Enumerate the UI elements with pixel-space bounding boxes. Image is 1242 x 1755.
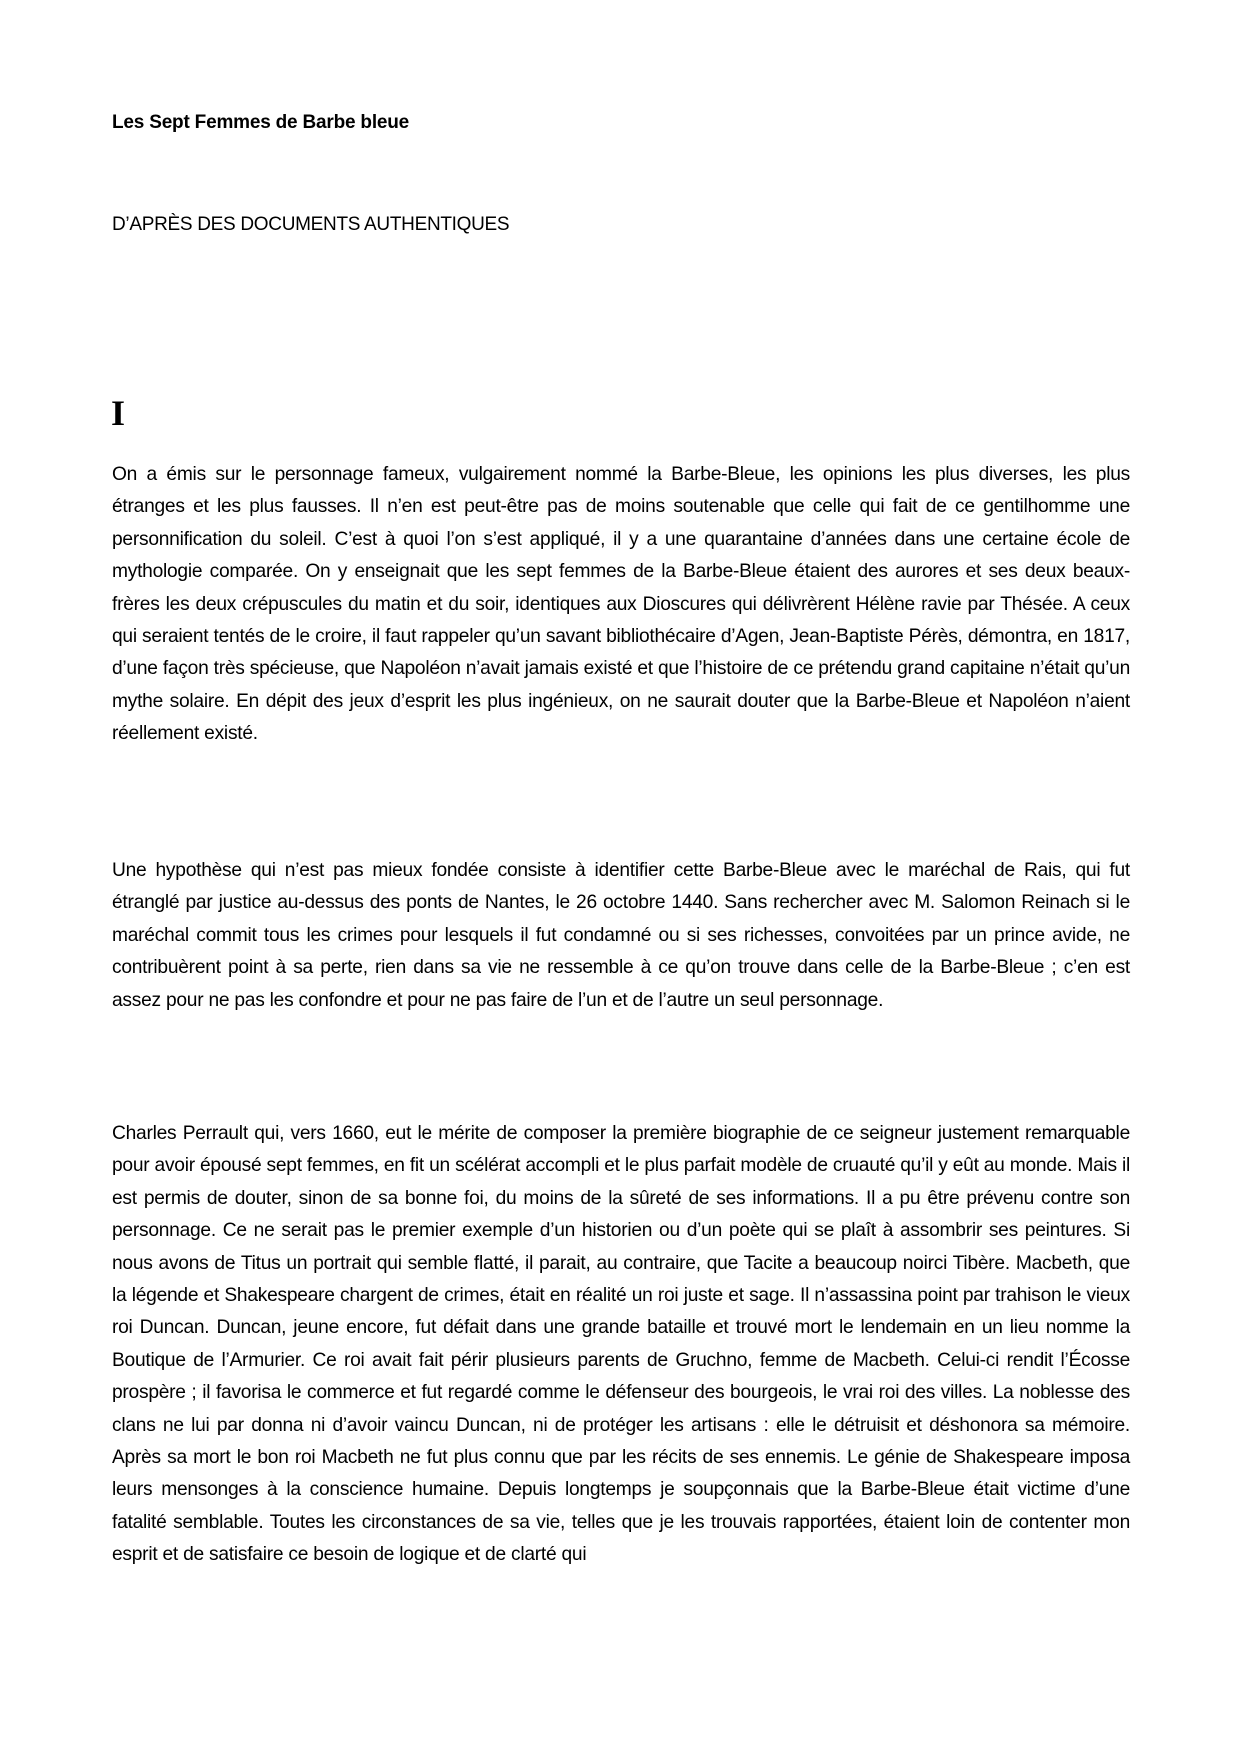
paragraph-1: On a émis sur le personnage fameux, vulgairement nommé la Barbe-Bleue, les opinions les plus diverses, les plus étranges et les plus fausses. Il n’en est peut-être pas de moins soutenable que celle qui fait de ce gentilhomme une personnification du soleil. C’est à quoi l’on s’est appliqué, il y a une quarantaine d’années dans une certaine école de mythologie comparée. On y enseignait que les sept femmes de la Barbe-Bleue étaient des aurores et ses deux beaux-frères les deux crépuscules du matin et du soir, identiques aux Dioscures qui délivrèrent Hélène ravie par Thésée. A ceux qui seraient tentés de le croire, il faut rappeler qu’un savant bibliothécaire d’Agen, Jean-Baptiste Pérès, démontra, en 1817, d’une façon très spécieuse, que Napoléon n’avait jamais existé et que l’histoire de ce prétendu grand capitaine n’était qu’un mythe solaire. En dépit des jeux d’esprit les plus ingénieux, on ne saurait douter que la Barbe-Bleue et Napoléon n’aient réellement existé. bbox=[112, 464, 1130, 745]
chapter-heading: I bbox=[111, 393, 126, 433]
document-subtitle: D’APRÈS DES DOCUMENTS AUTHENTIQUES bbox=[112, 214, 510, 235]
paragraph-2: Une hypothèse qui n’est pas mieux fondée consiste à identifier cette Barbe-Bleue avec le maréchal de Rais, qui fut étranglé par justice au-dessus des ponts de Nantes, le 26 octobre 1440. Sans rechercher avec M. Salomon Reinach si le maréchal commit tous les crimes pour lesquels il fut condamné ou si ses richesses, convoitées par un prince avide, ne contribuèrent point à sa perte, rien dans sa vie ne ressemble à ce qu’on trouve dans celle de la Barbe-Bleue ; c’en est assez pour ne pas les confondre et pour ne pas faire de l’un et de l’autre un seul personnage. bbox=[112, 860, 1130, 1011]
document-title: Les Sept Femmes de Barbe bleue bbox=[112, 112, 410, 133]
paragraph-3: Charles Perrault qui, vers 1660, eut le mérite de composer la première biographie de ce seigneur justement remarquable pour avoir épousé sept femmes, en fit un scélérat accompli et le plus parfait modèle de cruauté qu’il y eût au monde. Mais il est permis de douter, sinon de sa bonne foi, du moins de la sûreté de ses informations. Il a pu être prévenu contre son personnage. Ce ne serait pas le premier exemple d’un historien ou d’un poète qui se plaît à assombrir ses peintures. Si nous avons de Titus un portrait qui semble flatté, il parait, au contraire, que Tacite a beaucoup noirci Tibère. Macbeth, que la légende et Shakespeare chargent de crimes, était en réalité un roi juste et sage. Il n’assassina point par trahison le vieux roi Duncan. Duncan, jeune encore, fut défait dans une grande bataille et trouvé mort le lendemain en un lieu nomme la Boutique de l’Armurier. Ce roi avait fait périr plusieurs parents de Gruchno, femme de Macbeth. Celui-ci rendit l’Écosse prospère ; il favorisa le commerce et fut regardé comme le défenseur des bourgeois, le vrai roi des villes. La noblesse des clans ne lui par donna ni d’avoir vaincu Duncan, ni de protéger les artisans : elle le détruisit et déshonora sa mémoire. Après sa mort le bon roi Macbeth ne fut plus connu que par les récits de ses ennemis. Le génie de Shakespeare imposa leurs mensonges à la conscience humaine. Depuis longtemps je soupçonnais que la Barbe-Bleue était victime d’une fatalité semblable. Toutes les circonstances de sa vie, telles que je les trouvais rapportées, étaient loin de contenter mon esprit et de satisfaire ce besoin de logique et de clarté qui bbox=[112, 1123, 1130, 1566]
